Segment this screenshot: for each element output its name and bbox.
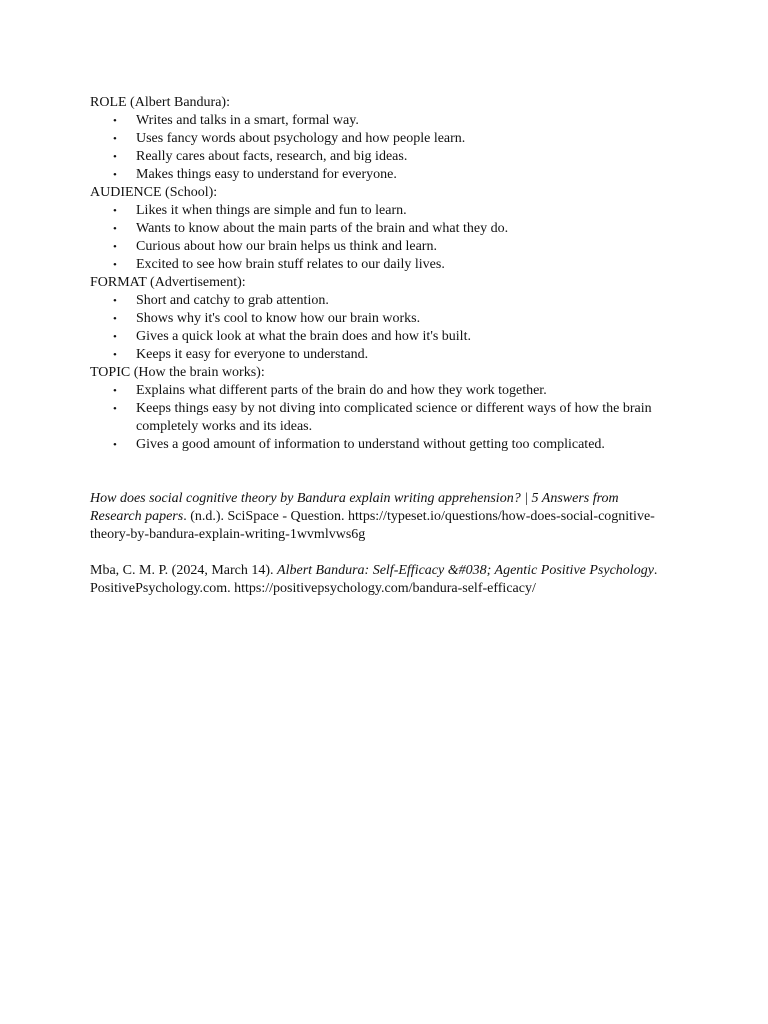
bullet-list [90, 112, 680, 184]
bullet-list [90, 202, 680, 274]
list-item [90, 436, 680, 454]
bullet-icon: • [113, 151, 117, 163]
section-heading: ROLE (Albert Bandura): [90, 95, 230, 110]
bullet-icon: • [113, 385, 117, 397]
reference-lead: Mba, C. M. P. (2024, March 14). [90, 563, 278, 578]
bullet-icon: • [113, 133, 117, 145]
list-item [90, 256, 680, 274]
list-item [90, 220, 680, 238]
bullet-icon: • [113, 169, 117, 181]
bullet-icon: • [113, 295, 117, 307]
list-item-text: Writes and talks in a smart, formal way. [136, 113, 359, 128]
reference-entry [90, 562, 670, 598]
list-item [90, 346, 680, 364]
list-item-text: Makes things easy to understand for everyone. [136, 167, 397, 182]
list-item [90, 382, 680, 400]
reference-rest: . PositivePsychology.com. https://positivepsychology.com/bandura-self-efficacy/ [90, 563, 658, 596]
list-item [90, 202, 680, 220]
list-item-text: Shows why it's cool to know how our brain works. [136, 311, 421, 326]
bullet-icon: • [113, 439, 117, 451]
list-item [90, 310, 680, 328]
section-heading: FORMAT (Advertisement): [90, 275, 246, 290]
list-item [90, 112, 680, 130]
references-list [90, 490, 680, 598]
bullet-icon: • [113, 259, 117, 271]
list-item [90, 400, 680, 436]
reference-title: How does social cognitive theory by Bandura explain writing apprehension? | 5 Answers from Research papers [90, 491, 619, 524]
list-item-text: Gives a quick look at what the brain does and how it's built. [136, 329, 471, 344]
list-item [90, 148, 680, 166]
list-item-text: Gives a good amount of information to understand without getting too complicated. [136, 437, 605, 452]
bullet-list [90, 292, 680, 364]
list-item-text: Wants to know about the main parts of the brain and what they do. [136, 221, 509, 236]
list-item [90, 166, 680, 184]
list-item-text: Likes it when things are simple and fun to learn. [136, 203, 407, 218]
list-item-text: Explains what different parts of the brain do and how they work together. [136, 383, 547, 398]
list-item [90, 328, 680, 346]
list-item-text: Keeps things easy by not diving into complicated science or different ways of how the brain completely works and its ideas. [136, 401, 652, 434]
bullet-icon: • [113, 403, 117, 415]
list-item-text: Really cares about facts, research, and big ideas. [136, 149, 408, 164]
bullet-icon: • [113, 331, 117, 343]
list-item [90, 238, 680, 256]
bullet-icon: • [113, 349, 117, 361]
reference-entry [90, 490, 670, 544]
list-item-text: Excited to see how brain stuff relates to our daily lives. [136, 257, 445, 272]
outline-sections [90, 94, 680, 454]
list-item-text: Curious about how our brain helps us think and learn. [136, 239, 437, 254]
bullet-list [90, 382, 680, 454]
list-item [90, 130, 680, 148]
section-heading: AUDIENCE (School): [90, 185, 218, 200]
list-item-text: Short and catchy to grab attention. [136, 293, 329, 308]
bullet-icon: • [113, 241, 117, 253]
list-item-text: Keeps it easy for everyone to understand. [136, 347, 369, 362]
bullet-icon: • [113, 223, 117, 235]
section-heading: TOPIC (How the brain works): [90, 365, 265, 380]
reference-rest: . (n.d.). SciSpace - Question. https://typeset.io/questions/how-does-social-cognitive-theory-by-bandura-explain-writing-1wvmlvws6g [90, 509, 655, 542]
bullet-icon: • [113, 115, 117, 127]
list-item [90, 292, 680, 310]
bullet-icon: • [113, 313, 117, 325]
document-page [90, 94, 680, 616]
list-item-text: Uses fancy words about psychology and how people learn. [136, 131, 466, 146]
bullet-icon: • [113, 205, 117, 217]
reference-title: Albert Bandura: Self-Efficacy &#038; Agentic Positive Psychology [277, 563, 654, 578]
